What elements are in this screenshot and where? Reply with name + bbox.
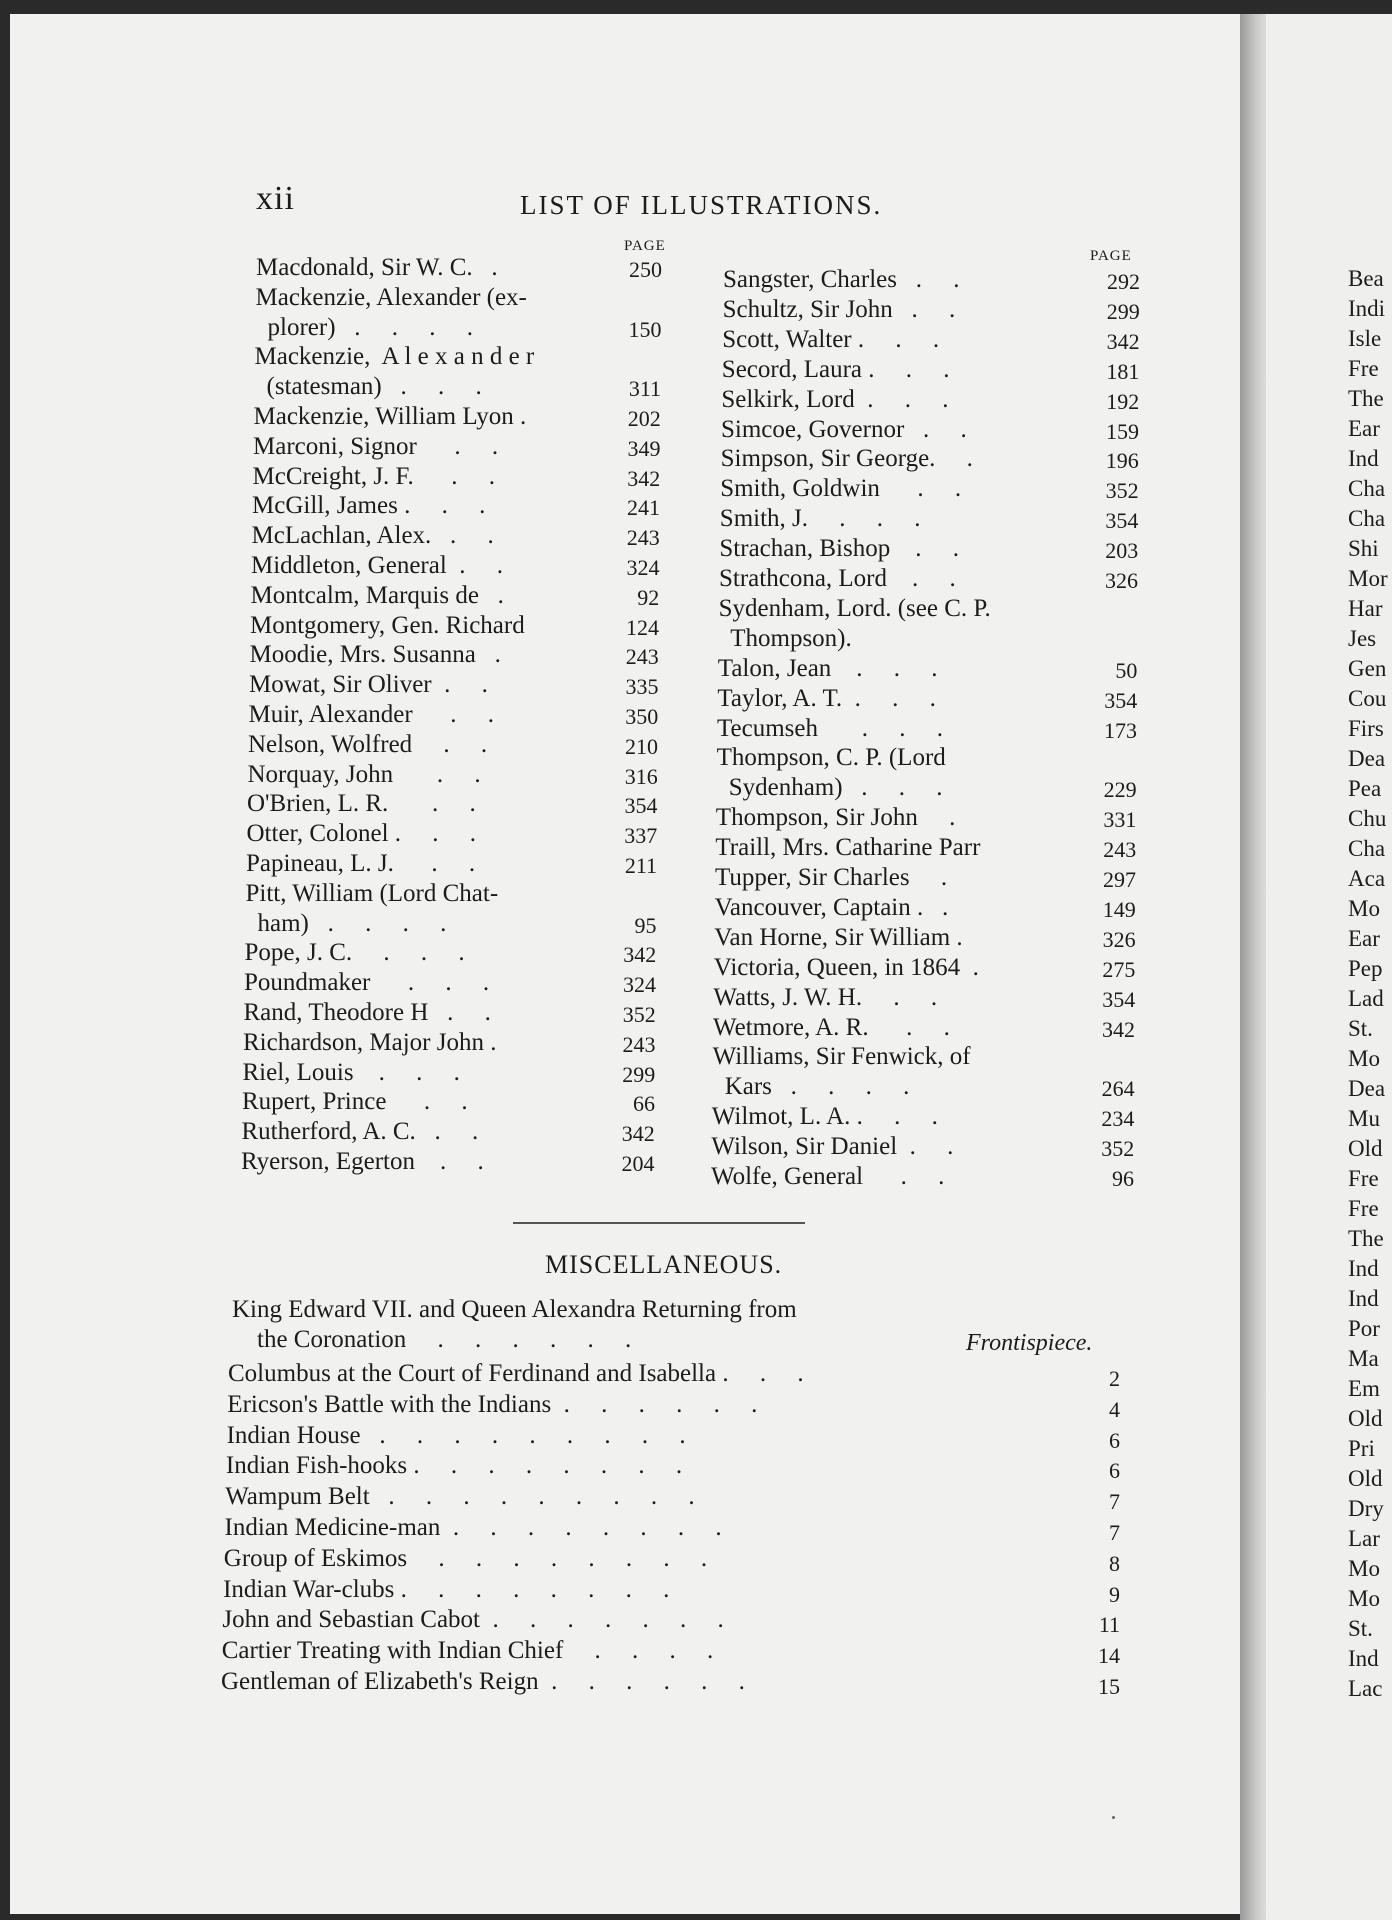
next-page-fragment: Dea [1348,1076,1386,1101]
next-page-fragment: Ind [1348,1256,1379,1281]
misc-page-number: 8 [1109,1550,1120,1576]
index-entry-line: Schultz, Sir John . . [722,295,956,323]
right-page-label: PAGE [1090,248,1132,264]
misc-page-number: 14 [1098,1643,1120,1669]
index-entry-line: Riel, Louis . . . [242,1058,460,1086]
index-entry-line: Nelson, Wolfred . . [248,730,488,758]
next-page-fragment: Por [1348,1316,1380,1341]
index-page-number: 342 [623,942,657,968]
misc-page-number: Frontispiece. [966,1330,1093,1356]
next-page-fragment: Bea [1348,266,1384,291]
misc-entry-line: Gentleman of Elizabeth's Reign . . . . . . [221,1668,745,1695]
index-entry-line: Pitt, William (Lord Chat- [245,879,499,907]
next-page-fragment: Indi [1348,296,1386,321]
index-page-number: 243 [622,1031,656,1057]
next-page-fragment: Firs [1348,716,1384,741]
index-entry-line: Rupert, Prince . . [242,1088,468,1116]
index-page-number: 342 [621,1121,655,1147]
index-entry-line: Middleton, General . . [251,552,504,579]
index-entry-line: Sydenham, Lord. (see C. P. [718,594,991,622]
next-page-fragment: Aca [1348,866,1386,891]
index-entry-line: Van Horne, Sir William . [714,923,963,951]
index-entry-line: plorer) . . . . [255,313,474,341]
misc-page-number: 2 [1109,1366,1120,1391]
index-entry-line: Muir, Alexander . . [248,701,494,728]
index-entry-line: Wilmot, L. A. . . . [711,1103,938,1131]
next-page-fragment: Ma [1348,1346,1379,1371]
index-page-number: 297 [1103,867,1136,892]
next-page-fragment: Old [1348,1136,1383,1161]
index-page-number: 275 [1102,956,1136,982]
index-entry-line: Wolfe, General . . [711,1163,945,1190]
index-entry-line: Thompson). [718,624,852,652]
next-page-fragment: Cou [1348,686,1387,711]
next-page-fragment: Chu [1348,806,1387,831]
index-entry-line: Pope, J. C. . . . [244,939,465,967]
next-page-fragment: Mo [1348,896,1380,921]
index-page-number: 316 [624,763,658,789]
next-page-fragment: Ind [1348,1286,1379,1311]
next-page-fragment: Ear [1348,926,1380,951]
index-entry-line: Montgomery, Gen. Richard [250,611,525,639]
index-entry-line: Simpson, Sir George. . [720,445,973,473]
index-entry-line: Mackenzie, Alexander (ex- [255,283,527,311]
index-entry-line: Secord, Laura . . . [721,355,950,383]
index-page-number: 342 [1106,328,1140,354]
index-entry-line: Selkirk, Lord . . . [721,385,949,413]
next-page-fragment: Em [1348,1376,1380,1401]
index-entry-line: Poundmaker . . . [244,969,490,997]
next-page-fragment: Fre [1348,1166,1379,1191]
index-page-number: 337 [624,823,658,849]
next-page-fragment: Lac [1348,1676,1383,1701]
index-page-number: 66 [633,1091,655,1117]
index-page-number: 354 [1104,687,1138,713]
index-page-number: 204 [621,1151,655,1176]
index-entry-line: Talon, Jean . . . [717,654,938,682]
index-entry-line: Sangster, Charles . . [723,266,960,293]
misc-page-number: 6 [1109,1427,1120,1453]
next-page-fragment: Shi [1348,536,1379,561]
next-page-fragment: Dea [1348,746,1386,771]
index-page-number: 326 [1105,568,1138,593]
index-page-number: 202 [627,406,661,431]
index-page-number: 250 [629,257,662,282]
index-entry-line: Marconi, Signor . . [253,432,499,460]
next-page-fragment: The [1348,386,1384,411]
left-page-label: PAGE [624,238,666,254]
page-title: LIST OF ILLUSTRATIONS. [520,190,883,220]
index-entry-line: Papineau, L. J. . . [246,850,476,877]
index-entry-line: Tupper, Sir Charles . [715,864,948,891]
index-entry-line: Traill, Mrs. Catharine Parr [715,834,981,862]
index-page-number: 159 [1106,418,1139,444]
misc-page-number: 11 [1098,1612,1120,1638]
index-page-number: 326 [1102,926,1136,952]
misc-entry-line: Indian Medicine-man . . . . . . . . [224,1514,722,1541]
index-page-number: 96 [1112,1166,1134,1191]
next-page-fragment: Fre [1348,356,1379,381]
index-page-number: 324 [623,972,656,998]
index-entry-line: Thompson, Sir John . [715,804,956,832]
next-page-fragment: Old [1348,1466,1383,1491]
index-page-number: 150 [628,316,662,342]
index-entry-line: Smith, J. . . . [719,505,921,533]
misc-page-number: 6 [1109,1458,1120,1484]
misc-entry-line: the Coronation . . . . . . [232,1326,632,1353]
misc-page-number: 4 [1109,1396,1120,1422]
index-page-number: 92 [637,584,660,610]
index-page-number: 354 [624,793,658,819]
next-page-fragment: Lad [1348,986,1384,1011]
next-page-fragment: St. [1348,1616,1373,1641]
misc-entry-line: John and Sebastian Cabot . . . . . . . [222,1606,724,1634]
index-entry-line: Macdonald, Sir W. C. . [256,254,498,281]
next-page-fragment: St. [1348,1016,1373,1041]
index-page-number: 354 [1102,986,1136,1012]
index-entry-line: Rutherford, A. C. . . [241,1118,479,1146]
index-entry-line: ham) . . . . [245,909,447,937]
index-entry-line: Williams, Sir Fenwick, of [712,1043,971,1071]
next-page-fragment: Ind [1348,1646,1379,1671]
next-page-fragment: Mo [1348,1046,1380,1071]
next-page-fragment: Dry [1348,1496,1384,1521]
next-page-fragment: Old [1348,1406,1383,1431]
index-page-number: 243 [626,525,660,551]
index-page-number: 349 [627,435,661,461]
index-entry-line: Norquay, John . . [247,760,481,788]
index-page-number: 331 [1103,807,1137,833]
misc-entry-line: Indian House . . . . . . . . . [226,1421,686,1449]
index-page-number: 181 [1106,358,1140,384]
index-entry-line: Vancouver, Captain . . [714,893,949,921]
index-page-number: 196 [1105,448,1139,474]
misc-page-number: 7 [1109,1489,1120,1515]
next-page-fragment: Ear [1348,416,1380,441]
index-page-number: 229 [1103,777,1137,803]
next-page-fragment: Mu [1348,1106,1380,1131]
next-page-fragment: Pri [1348,1436,1375,1461]
index-entry-line: Tecumseh . . . [717,714,943,742]
index-entry-line: Mackenzie, William Lyon . [253,403,527,430]
index-page-number: 211 [624,853,657,878]
misc-entry-line: Columbus at the Court of Ferdinand and Isabella . . . [228,1360,804,1387]
next-page-fragment: Pea [1348,776,1382,801]
index-entry-line: McLachlan, Alex. . . [251,522,494,550]
next-page-fragment: Mo [1348,1586,1380,1611]
misc-page-number: 9 [1109,1581,1120,1607]
index-page-number: 173 [1104,717,1137,743]
index-page-number: 311 [628,376,661,402]
index-page-number: 299 [622,1061,656,1087]
index-entry-line: Sydenham) . . . [716,774,943,802]
index-page-number: 203 [1105,538,1139,564]
index-entry-line: Montcalm, Marquis de . [250,581,504,609]
index-entry-line: Richardson, Major John . [243,1028,497,1056]
index-entry-line: (statesman) . . . [254,373,482,401]
index-entry-line: Wetmore, A. R. . . [713,1013,950,1041]
next-page-fragment: Lar [1348,1526,1380,1551]
misc-entry-line: Indian War-clubs . . . . . . . . [223,1575,670,1603]
misc-page-number: 15 [1098,1674,1120,1699]
next-page-fragment: Jes [1348,626,1377,651]
misc-entry-line: Indian Fish-hooks . . . . . . . . [225,1452,683,1480]
misc-entry-line: Group of Eskimos . . . . . . . . [223,1544,708,1572]
index-page-number: 241 [627,495,660,521]
index-entry-line: Rand, Theodore H . . [243,999,491,1026]
index-entry-line: Strachan, Bishop . . [719,535,959,563]
index-entry-line: Mackenzie, A l e x a n d e r [254,343,535,371]
index-page-number: 243 [625,644,659,670]
speck [1112,1816,1115,1819]
misc-entry-line: Ericson's Battle with the Indians . . . . . . [227,1390,758,1418]
index-page-number: 342 [627,465,661,491]
index-entry-line: McGill, James . . . [252,492,486,520]
index-page-number: 342 [1102,1016,1135,1042]
index-page-number: 210 [625,733,658,759]
misc-entry-line: Cartier Treating with Indian Chief . . . . [221,1637,714,1665]
misc-entry-line: King Edward VII. and Queen Alexandra Returning from [232,1296,797,1323]
next-page-fragment: Har [1348,596,1383,621]
misc-section-title: MISCELLANEOUS. [545,1250,783,1279]
index-page-number: 352 [1101,1136,1135,1162]
index-page-number: 335 [625,674,659,700]
next-page-fragment: Cha [1348,836,1386,861]
next-page-fragment: Isle [1348,326,1382,351]
next-page-fragment: Fre [1348,1196,1379,1221]
index-page-number: 149 [1102,896,1136,922]
index-entry-line: Moodie, Mrs. Susanna . [249,641,501,669]
index-page-number: 124 [626,614,659,640]
index-page-number: 299 [1106,298,1140,324]
index-entry-line: Scott, Walter . . . [722,325,940,353]
index-entry-line: Strathcona, Lord . . [719,565,956,592]
misc-page-number: 7 [1109,1520,1120,1545]
index-entry-line: Taylor, A. T. . . . [717,684,936,712]
index-entry-line: Thompson, C. P. (Lord [716,744,946,772]
index-entry-line: Ryerson, Egerton . . [241,1148,484,1175]
index-entry-line: O'Brien, L. R. . . [247,790,476,818]
next-page-fragment: Mo [1348,1556,1380,1581]
book-gutter [1240,14,1266,1920]
next-page-fragment: Cha [1348,506,1386,531]
next-page-fragment: Mor [1348,566,1388,591]
index-entry-line: Victoria, Queen, in 1864 . [713,953,979,981]
index-entry-line: Mowat, Sir Oliver . . [249,671,488,699]
index-entry-line: Watts, J. W. H. . . [713,983,938,1011]
index-page-number: 264 [1101,1076,1135,1102]
next-page-fragment: Pep [1348,956,1383,981]
index-page-number: 354 [1105,508,1139,534]
index-page-number: 243 [1103,837,1137,863]
next-page-fragment: The [1348,1226,1384,1251]
index-entry-line: Simcoe, Governor . . [721,415,967,443]
next-page-fragment: Ind [1348,446,1379,471]
index-entry-line: Wilson, Sir Daniel . . [711,1133,954,1161]
index-page-number: 352 [622,1002,656,1027]
index-page-number: 50 [1115,657,1138,683]
next-page-fragment: Gen [1348,656,1387,681]
index-page-number: 350 [625,704,659,729]
index-entry-line: McCreight, J. F. . . [252,462,495,490]
index-page-number: 292 [1107,269,1140,294]
index-page-number: 352 [1105,478,1139,504]
section-divider [513,1222,805,1224]
page-number: xii [256,180,295,217]
index-page-number: 192 [1106,388,1140,414]
index-page-number: 95 [634,912,657,938]
index-entry-line: Otter, Colonel . . . [246,820,477,848]
index-page-number: 324 [626,555,660,580]
index-entry-line: Kars . . . . [712,1073,910,1101]
misc-entry-line: Wampum Belt . . . . . . . . . [225,1483,695,1511]
next-page-fragment: Cha [1348,476,1386,501]
index-entry-line: Smith, Goldwin . . [720,475,962,503]
index-page-number: 234 [1101,1106,1135,1132]
